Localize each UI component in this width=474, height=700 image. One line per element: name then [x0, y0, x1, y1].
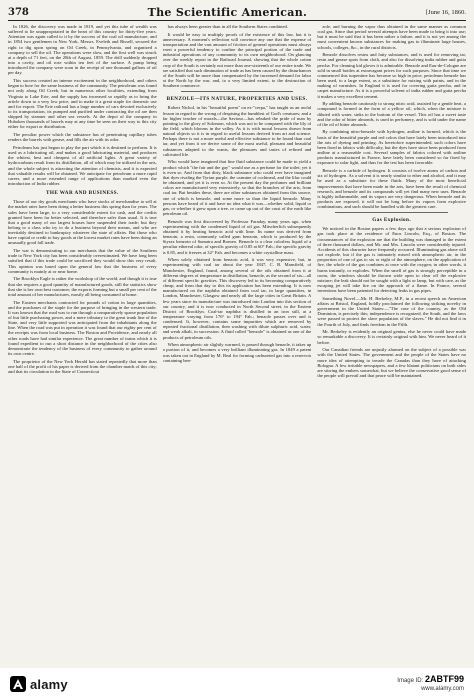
article-paragraph: It would be easy to multiply proofs of the existence of this law, but it is unnecessary. A moment's reflection will convince any one that the expense of transportation and the vast amount of friction of general operations must always exert a powerful tendency to confine the principal portion of the trade and industrial operations of any community to its own neighborhood. On glancing over the weekly report in the Railroad Journal, showing that the whole cotton crop of the South is certainly not more than one-sixteenth of our entire trade. We are satisfied that such diminution of trade as has been caused by the disturbances of the South will be more than compensated by the increased demand for labor at the North by the war, and, to a very limited extent, to the destruction of Southern commerce. — [162, 31, 312, 89]
page-number: 378 — [8, 6, 29, 18]
article-paragraph: Benzole is a carbide of hydrogen. It consists of twelve atoms of carbon and six of hydrogen. As a solvent it is nearly similar to ether and alcohol, and it may be used as a substitute for these fluids. Many of the most beneficial improvements that have been made in the arts, have been the result of chemical research, and benzole and its compounds will yet find many new uses. Benzole is highly inflammable, and its vapors are very dangerous. When benzole and its products are exposed, it will not be long before its vapors form explosive combinations, and such should be handled with the greatest care. — [317, 168, 466, 210]
column-2 — [163, 24, 312, 664]
section-divider — [335, 212, 448, 213]
article-paragraph: In 1826, the discovery was made in 1819, and yet this tube of wealth was suffered to lie unappropriated in the heart of this country for thirty-five years. Attention was again called to it by the success of the coal oil manufacture, and in 1854 two gentlemen in New York, Messrs. Eveleth and Bissell, secured the right to dig upon spring on Oil Creek, in Pennsylvania, and organized a company to sell the oil. The operations were slow, and the first well was struck at a depth of 71 feet, on the 28th of August, 1859. The drill suddenly dropped into a cavity, and oil rose within ten feet of the surface. A pump being introduced the company were soon in the receipt of one thousand gallons of oil per day. — [8, 24, 157, 76]
article-paragraph: zole, and burning the vapor thus obtained in the same manner as common coal gas. Since that period several attempts have been made to bring it into use; but it must be said that it has been rather a failure, and it is not yet among the most convenient known substances for making gas to illuminate large houses, schools, colleges, &c., in the rural districts. — [317, 24, 466, 50]
alamy-a-icon — [10, 676, 26, 692]
watermark-footer — [0, 668, 474, 700]
article-paragraph: Petroleum has just begun to play the part which it is destined to perform. It is used as a lubricating oil, and makes a good lubricating material, and produces the whitest, best and cheapest of all artificial lights. A great variety of hydrocarbons result from its distillation, all of which may be utilized in the arts, and the whole subject is attracting the attention of chemists, and it is expected that valuable results will be obtained. We anticipate for petroleum a more rapid career, and a more extended range of applications than marked even the introduction of India rubber. — [8, 144, 157, 187]
article-paragraph: The proprietor of the New York Herald has stated repeatedly that more than one half of the profit of his paper is derived from the chamber maids of this city; and that its circulation in the State of Connecticut — [8, 358, 157, 375]
article-paragraph: Benzole dissolves resins and fatty substances, and is used for removing tar, resin and grease spots from cloth, and also for dissolving india rubber and gutta percha. For cleaning kid gloves it is admirable. Benzole and Eau-de-Cologne are sold in small bottles at extravagant prices for such purposes. Since that time we commenced this turpentine has become so high in price, petroleum benzole has been used, to a large extent, as a substitute for mixing with paints, and in the making of varnishes. In England it is used for covering gutta percha, and in carpet manufacture. As it is a powerful solvent of india rubber and gutta percha it makes a very excellent cement. — [317, 52, 466, 99]
issue-date: [June 16, 1860. — [425, 8, 466, 16]
article-paragraph: Robert Nichol, in his "beautiful poem" on ex-"cerpa," has taught us an awful lesson in regard to the wrong of despising the humblest of God's creatures; and a far higher teacher of morals—the Saviour—has rebuked the pride of man by pointing to the glory of Solomon, which was not to be compared with the lily of the field, which blooms in the valley. As it is with moral lessons drawn from natural objects so it is in regard to useful lessons derived from art and science. Perhaps there is not a more useful and effective substance to be found than coal tar, and yet from it we derive some of the most useful, pleasant and beautiful substances adapted to the wants, the pleasures and tastes of refined and cultivated life. — [162, 105, 312, 157]
article-paragraph: Who would have imagined that fine fluid substance could be made to yield a product which "the fair and the gay" would use as a perfume for the toilet; yet it is even so. And from that dirty, black substance who could ever have imagined that dyes rivaling the Tyrian purple, the carmine of cochineal, and the lilac could be obtained, and yet it is even so. At the present day the perfumes and brilliant colors are manufactured very extensively, so that the branches of the arts, from coal tar. But besides these, there are other substances obtained from this source, one of which is benzole, and some more so than the liquid benzole. Many persons have heard of it and have no idea what it was—whether solid, liquid or gas; or whether it grew upon a tree, or came up out of the crust of the earth like petroleum oil. — [162, 159, 312, 216]
section-heading: THE WAR AND BUSINESS. — [46, 190, 119, 197]
image-id: Image ID: 2ABTF99 — [397, 674, 464, 684]
section-heading: BENZOLE—ITS NATURE, PROPERTIES AND USES. — [166, 96, 308, 103]
masthead-title: The Scientific American. — [147, 5, 308, 19]
column-1 — [8, 24, 157, 664]
column-3 — [317, 24, 466, 664]
section-heading: Gas Explosion. — [372, 217, 412, 224]
article-paragraph: We noticed in the Boston papers a few days ago that a serious explosion of gas took place at the residence of Enos Lincoln, Esq., of Boston. The circumstances of the explosion are that the building was damaged to the extent of three thousand dollars, and Mr. and Mrs. Lincoln were considerably injured. Accidents of this character have frequently occurred. Illuminating gas alone will not explode, but if the gas is intimately mixed with atmospheric air, in the proportion of one of gas to six or eight of the atmosphere, on the application of fire, the whole of the gas combines at once with the oxygen; in other words, it burns instantly, or explodes. When the smell of gas is strongly perceptible in a room, the windows should be thrown wide open to clear off the explosive mixture; the leak should not be sought with a light or lamp, but with care, as the escaping jet will take fire on the approach of a flame. In France, several inventions have been patented for detecting leaks in gas pipes. — [317, 226, 466, 294]
site-url: www.alamy.com — [421, 686, 464, 692]
article-paragraph: The Brooklyn Eagle is rather the workshop of the world, and though it is true that she requires a good quantity of manufactured goods, still the statistics show that she is her own best customer; the exports forming but a small per cent of the total amount of her manufactures, mostly all being consumed at home. — [8, 276, 157, 297]
article-paragraph: has always been greater than in all the Southern States combined. — [167, 24, 288, 29]
article-paragraph: By combining nitro-benzole with hydrogen, aniline is formed, which is the basis of the beautiful purple and red colors that have lately been introduced into the arts of dyeing and printing. As heretofore superintended, such colors have been fixed in fabrics with difficulty, but the dyes have since been produced from aniline at a reasonable cost. Several samples of fabrics colored with aniline products manufactured in France, have lately been considered so far fixed by exposure to solar light, and thus for the test has been favorable. — [317, 129, 466, 166]
article-paragraph: The war is demonstrating to our merchants that the value of the Southern trade to New York city has been considerably overestimated. We have long been satisfied that if this trade could be sacrificed they would show this very result. This opinion was based upon the general law that the business of every community is mainly at or near home. — [8, 248, 157, 274]
page-header — [8, 4, 466, 21]
article-columns — [8, 24, 466, 664]
article-paragraph: Our Canadian friends are unjustly alarmed on the subject of a possible war with the United States. The government and the people of the States have no more idea of attempting to invade the Canadas than they have of attacking Bologna. A few irritable newspapers, and a few blatant politicians on both sides are stirring the embers somewhat, but we believe the conservative good sense of the people will prevail and that peace will be maintained. — [317, 347, 466, 379]
alamy-brand-text: alamy — [30, 676, 68, 692]
article-paragraph: When solely obtained from benzoic acid, it was very expensive, but, in experimenting with coal tar about the year 1847, C. B. Mansfield, of Manchester, England, found, among several of the oils obtained from it at different degrees of temperature in distillation, benzole, as the second of six—all of different specific gravities. This discovery led to its becoming comparatively cheap, and from that day to this its application has been extending. It is now manufactured on the naphtha obtained from coal tar, in large quantities, in London, Manchester, Glasgow and nearly all the large cities in Great Britain. A few years since its manufacture was introduced into London into this section of our country, and it is now conducted in North Second street, in the Eastern District of Brooklyn. Coal-tar naphtha is distilled in an iron still, at a temperature varying from 176° to 194° Fah.; benzole passes over and is condensed. It, however, contains some impurities which are removed by repeated fractional distillation, then washing with dilute sulphuric acid, water, and weak alkali, in succession. A fluid called "benzole" is obtained as one of the products of petroleum oils. — [162, 257, 312, 340]
article-paragraph: The peculiar power which the substance has of penetrating capillary tubes renders the barrels with grease, and fills the air with its odor. — [8, 132, 157, 143]
section-divider — [181, 91, 294, 92]
article-paragraph: When atmospheric air slightly warmed, is passed through benzole, it takes up a portion of it, and becomes a very brilliant illuminating gas. In 1849 a patent was taken out in England by M. Beal for forming carbureted gas into a reservoir containing ben- — [162, 342, 312, 363]
article-paragraph: By adding benzole cautiously to strong nitric acid, assisted by a gentle heat, a compound is formed in the form of a yellow oil, which, when the mixture is diluted with water, sinks to the bottom of the vessel. This oil has a sweet taste and the odor of bitter almonds, is used in perfumery, and is sold under the name of the oil of bitter almonds. — [317, 101, 466, 127]
alamy-logo — [10, 676, 68, 692]
article-paragraph: Mr. Berkeley is evidently an original genius, else he never could have made so remarkable a discovery. It is certainly original with him. We never heard of it before. — [317, 329, 466, 345]
image-meta — [397, 675, 464, 693]
article-paragraph: Benzole was first discovered by Professor Faraday, many years ago, when experimenting with the condensed liquid of oil gas. Mitscherlich subsequently obtained it by heating benzoic acid with lime. Its name was derived from benzoin, a resin, commonly called gum benzoin, which is produced by the Styrax benzoin of Sumatra and Borneo. Benzole is a clear colorless liquid of a peculiar ethereal odor, of specific gravity of 0.85 at 60° Fah.; the specific gravity is 0.85, and it freezes at 32° Fah. and becomes a white crystalline mass. — [162, 218, 312, 255]
article-paragraph: Something Novel.—Mr. H. Berkeley, M.P., in a recent speech on American affairs at Bristol, England, boldly proclaimed the following striking novelty in government in the United States:—"The case of the country, as the Old Dominion, is precisely this; independence is recognized, the South, and the laws were passed to protect the slave population of the slaves." He did not find it in the Fourth of July, and finds freedom in the Fifth. — [317, 295, 466, 327]
article-paragraph: This success created an intense excitement in the neighborhood, and others began to bore for the same business of the community. The petroleum was found not only along Oil Creek, but in numerous other localities, extending from Virginia to Lake Erie, and the supply has increased so rapidly as to bring the article down to a very low price, and to make it a great staple for domestic use and for export. The Erie railroad has a large number of cars devoted exclusively to its transportation, its pumped and purified under contracting the oil are then shipped by steamer and other sea vessels. At the depot of the company in Hoboken thousands of barrels may at any time be seen on their way to this city either for export or distribution. — [8, 78, 157, 130]
article-paragraph: Those of our dry goods merchants who have stocks of merchandise to sell at the market rates have been doing a better business this spring than for years. The sales have been large, to a very considerable extent for cash, and the credits granted have been far better selected, and therefore safer than usual. It is true that a good many of our largest houses have suspended their trade; but they belong to a class who try to do a business beyond their means, and who are inevitably destined to bankruptcy whatever the state of affairs. But those who have capital or credit to buy goods at the lowest market rates have been doing an unusually good fall trade. — [8, 199, 157, 246]
article-paragraph: The Eastern merchants contracted for pounds of cotton in large quantities, and the purchases of the staple for the purpose of bringing in the western trade. It was known that the road was to run through a comparatively sparse population of but little purchasing power, and a mere tributary to the great trunk line of the State, and very little supported was anticipated from the inhabitants along the line. When the road was put in operation it was found that our eighty per cent of the receipts was from local business. The Boston and Providence, and nearly all other roads have had similar experience. The great number of trains which it is found expedient to run a short distance in the neighborhood of the cities also demonstrate the tendency of the business of every community to gather around its own centre. — [8, 299, 157, 357]
